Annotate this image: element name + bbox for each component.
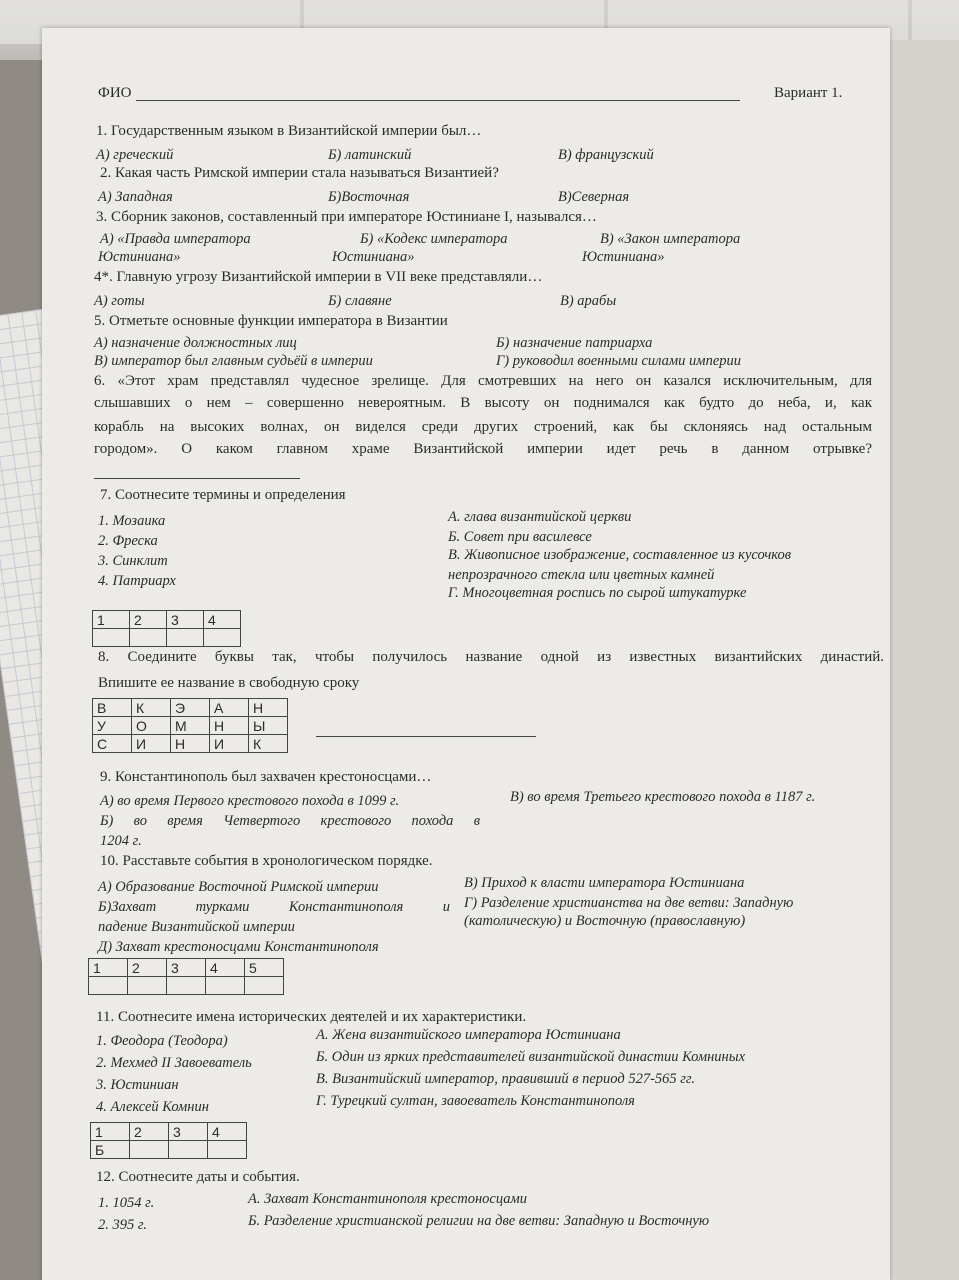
q8-answer-line[interactable]: [316, 736, 536, 737]
q4-option-a[interactable]: А) готы: [94, 293, 145, 309]
q11-name-2: 2. Мехмед II Завоеватель: [96, 1055, 252, 1071]
q7-answer-grid: [92, 610, 241, 647]
q2-option-b[interactable]: Б)Восточная: [328, 189, 410, 205]
q10-grid-answer-cell[interactable]: [245, 977, 284, 995]
q1-option-a[interactable]: А) греческий: [96, 147, 174, 163]
q8-letter: В: [93, 699, 132, 717]
q10-event-b: Б)Захват турками Константинополя и: [98, 899, 450, 915]
q8-letter: Э: [171, 699, 210, 717]
q12-date-2: 2. 395 г.: [98, 1217, 147, 1233]
q10-grid-header-1: 1: [89, 959, 128, 977]
question-3-title: 3. Сборник законов, составленный при императоре Юстиниане I, назывался…: [96, 209, 597, 225]
q2-option-a[interactable]: А) Западная: [98, 189, 173, 205]
q11-grid-answer-cell[interactable]: [130, 1141, 169, 1159]
q11-name-1: 1. Феодора (Теодора): [96, 1033, 228, 1049]
question-5-title: 5. Отметьте основные функции императора в Византии: [94, 313, 448, 329]
q8-letter: К: [132, 699, 171, 717]
q11-answer-grid: [90, 1122, 247, 1159]
q5-option-d[interactable]: Г) руководил военными силами империи: [496, 353, 741, 369]
q6-answer-line[interactable]: [94, 478, 300, 479]
q10-grid-answer-cell[interactable]: [206, 977, 245, 995]
q3-option-c[interactable]: В) «Закон императора: [600, 231, 741, 247]
q10-grid-answer-cell[interactable]: [128, 977, 167, 995]
q4-option-b[interactable]: Б) славяне: [328, 293, 392, 309]
q7-grid-header-1: 1: [93, 611, 130, 629]
q10-event-b-cont: падение Византийской империи: [98, 919, 295, 935]
q11-grid-header-1: 1: [91, 1123, 130, 1141]
q4-option-c[interactable]: В) арабы: [560, 293, 617, 309]
q7-grid-header-2: 2: [130, 611, 167, 629]
q11-grid-answer-cell[interactable]: [208, 1141, 247, 1159]
q7-grid-header-4: 4: [204, 611, 241, 629]
question-8-line-1: 8. Соедините буквы так, чтобы получилось название одной из известных византийских династий.: [98, 649, 884, 665]
q11-grid-header-4: 4: [208, 1123, 247, 1141]
q8-letter-grid: [92, 698, 288, 753]
q11-name-4: 4. Алексей Комнин: [96, 1099, 209, 1115]
q7-def-d: Г. Многоцветная роспись по сырой штукатурке: [448, 585, 747, 601]
question-12-title: 12. Соотнесите даты и события.: [96, 1169, 300, 1185]
fio-label: ФИО: [98, 85, 132, 101]
q11-grid-header-3: 3: [169, 1123, 208, 1141]
q8-letter: К: [249, 735, 288, 753]
q11-grid-header-2: 2: [130, 1123, 169, 1141]
q7-term-4: 4. Патриарх: [98, 573, 176, 589]
q9-option-c-cont: 1204 г.: [100, 833, 142, 849]
q11-grid-answer-cell[interactable]: [169, 1141, 208, 1159]
variant-label: Вариант 1.: [774, 85, 843, 101]
q7-def-c: В. Живописное изображение, составленное из кусочков: [448, 547, 792, 563]
q7-grid-header-3: 3: [167, 611, 204, 629]
q3-option-c-cont: Юстиниана»: [582, 249, 665, 265]
q11-def-d: Г. Турецкий султан, завоеватель Константинополя: [316, 1093, 635, 1109]
q8-letter: И: [210, 735, 249, 753]
q10-event-d-cont: (католическую) и Восточную (православную): [464, 913, 746, 929]
question-4-title: 4*. Главную угрозу Византийской империи в VII веке представляли…: [94, 269, 543, 285]
question-8-line-2: Впишите ее название в свободную сроку: [98, 675, 360, 691]
q7-def-c-cont: непрозрачного стекла или цветных камней: [448, 567, 715, 583]
q5-option-a[interactable]: А) назначение должностных лиц: [94, 335, 297, 351]
q10-grid-answer-cell[interactable]: [167, 977, 206, 995]
q12-event-b: Б. Разделение христианской религии на две ветви: Западную и Восточную: [248, 1213, 710, 1229]
q3-option-b[interactable]: Б) «Кодекс императора: [360, 231, 508, 247]
q1-option-c[interactable]: В) французский: [558, 147, 654, 163]
q5-option-b[interactable]: Б) назначение патриарха: [496, 335, 653, 351]
q9-option-b[interactable]: В) во время Третьего крестового похода в 1187 г.: [510, 789, 816, 805]
q11-name-3: 3. Юстиниан: [96, 1077, 179, 1093]
question-7-title: 7. Соотнесите термины и определения: [100, 487, 346, 503]
q9-option-c[interactable]: Б) во время Четвертого крестового похода в: [100, 813, 480, 829]
question-10-title: 10. Расставьте события в хронологическом порядке.: [100, 853, 433, 869]
question-2-title: 2. Какая часть Римской империи стала называться Византией?: [100, 165, 499, 181]
q11-def-c: В. Византийский император, правивший в период 527-565 гг.: [316, 1071, 696, 1087]
question-6-line-3: корабль на высоких волнах, он виделся среди других строений, как бы склоняясь над остальным: [94, 419, 872, 435]
q7-def-a: А. глава византийской церкви: [448, 509, 632, 525]
background-sheet: [880, 40, 959, 1280]
q1-option-b[interactable]: Б) латинский: [328, 147, 412, 163]
q8-letter: Н: [171, 735, 210, 753]
q3-option-a-cont: Юстиниана»: [98, 249, 181, 265]
q10-answer-grid: [88, 958, 284, 995]
q8-letter: Ы: [249, 717, 288, 735]
q8-letter: А: [210, 699, 249, 717]
q10-event-a: А) Образование Восточной Римской империи: [98, 879, 379, 895]
q10-grid-header-3: 3: [167, 959, 206, 977]
q10-event-e: Д) Захват крестоносцами Константинополя: [98, 939, 379, 955]
q2-option-c[interactable]: В)Северная: [558, 189, 630, 205]
q3-option-b-cont: Юстиниана»: [332, 249, 415, 265]
q5-option-c[interactable]: В) император был главным судьёй в империи: [94, 353, 373, 369]
q12-event-a: А. Захват Константинополя крестоносцами: [248, 1191, 528, 1207]
question-11-title: 11. Соотнесите имена исторических деятелей и их характеристики.: [96, 1009, 527, 1025]
q8-letter: М: [171, 717, 210, 735]
q7-def-b: Б. Совет при василевсе: [448, 529, 592, 545]
q9-option-a[interactable]: А) во время Первого крестового похода в 1099 г.: [100, 793, 400, 809]
q7-grid-answer-cell[interactable]: [204, 629, 241, 647]
q7-term-1: 1. Мозаика: [98, 513, 166, 529]
q8-letter: И: [132, 735, 171, 753]
q10-grid-header-4: 4: [206, 959, 245, 977]
q7-grid-answer-cell[interactable]: [130, 629, 167, 647]
q7-grid-answer-cell[interactable]: [93, 629, 130, 647]
q10-grid-answer-cell[interactable]: [89, 977, 128, 995]
q10-grid-header-2: 2: [128, 959, 167, 977]
q12-date-1: 1. 1054 г.: [98, 1195, 155, 1211]
q10-event-c: В) Приход к власти императора Юстиниана: [464, 875, 745, 891]
question-6-line-1: 6. «Этот храм представлял чудесное зрелище. Для смотревших на него он казался исключительным, для: [94, 373, 872, 389]
q11-grid-answer-cell[interactable]: Б: [91, 1141, 130, 1159]
q11-def-a: А. Жена византийского императора Юстиниана: [316, 1027, 621, 1043]
test-sheet: [42, 28, 890, 1280]
question-6-line-2: слышавших о нем – совершенно невероятным. В высоту он поднимался как будто до неба, и, как: [94, 395, 872, 411]
question-1-title: 1. Государственным языком в Византийской империи был…: [96, 123, 482, 139]
q11-def-b: Б. Один из ярких представителей византийской династии Комниных: [316, 1049, 746, 1065]
question-6-line-4: городом». О каком главном храме Византийской империи идет речь в данном отрывке?: [94, 441, 872, 457]
q8-letter: Н: [249, 699, 288, 717]
question-9-title: 9. Константинополь был захвачен крестоносцами…: [100, 769, 432, 785]
q10-grid-header-5: 5: [245, 959, 284, 977]
q8-letter: У: [93, 717, 132, 735]
fio-input-line[interactable]: [136, 100, 740, 101]
q8-letter: О: [132, 717, 171, 735]
q7-grid-answer-cell[interactable]: [167, 629, 204, 647]
q10-event-d: Г) Разделение христианства на две ветви: Западную: [464, 895, 794, 911]
q7-term-2: 2. Фреска: [98, 533, 158, 549]
q8-letter: С: [93, 735, 132, 753]
q7-term-3: 3. Синклит: [98, 553, 168, 569]
q3-option-a[interactable]: А) «Правда императора: [100, 231, 251, 247]
q8-letter: Н: [210, 717, 249, 735]
